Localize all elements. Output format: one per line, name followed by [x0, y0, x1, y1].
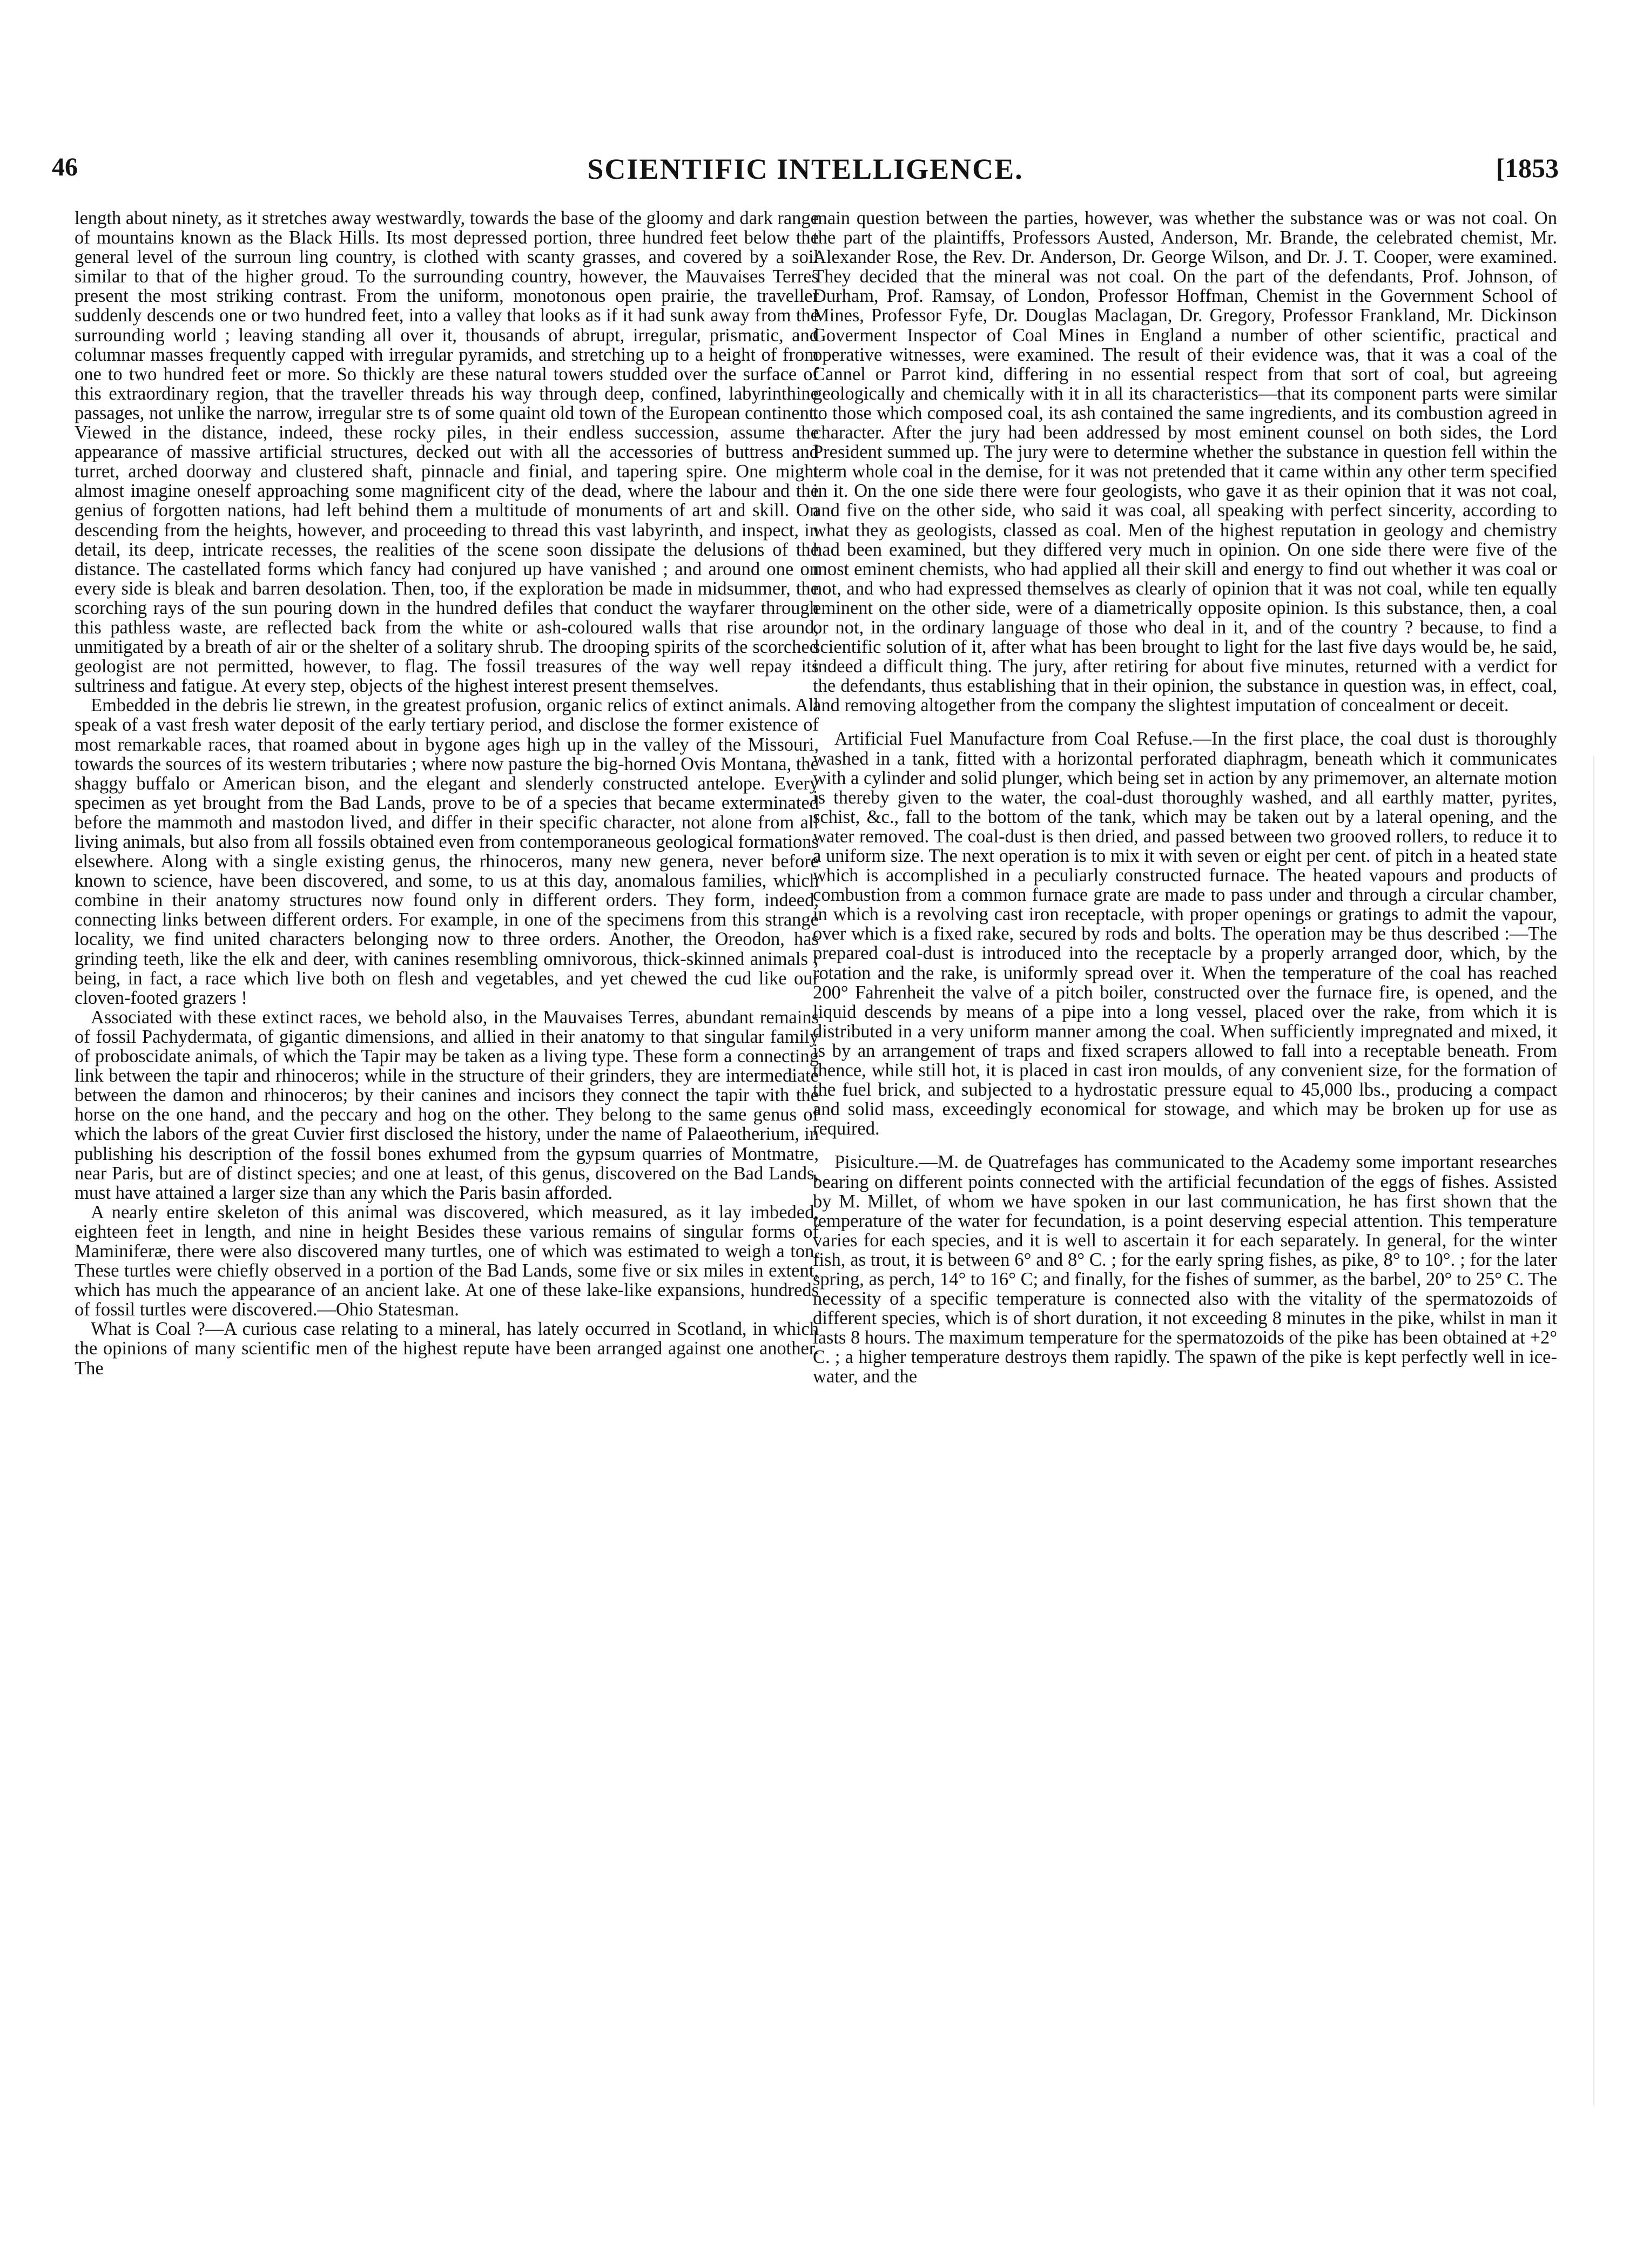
right-column — [813, 208, 1557, 2217]
paragraph-pisiculture: Pisiculture.—M. de Quatrefages has communicated to the Academy some important researches bearing on different points connected with the artificial fecundation of the eggs of fishes. Assisted by M. Millet, of whom we have spoken in our last communication, he has first shown that the temperature of the water for fecundation, is a point deserving especial attention. This temperature varies for each species, and it is well to ascertain it for each separately. In general, for the winter fish, as trout, it is between 6° and 8° C. ; for the early spring fishes, as pike, 8° to 10°. ; for the later spring, as perch, 14° to 16° C; and finally, for the fishes of summer, as the barbel, 20° to 25° C. The necessity of a specific temperature is connected also with the vitality of the spermatozoids of different species, which is of short duration, it not exceeding 8 minutes in the pike, whilst in man it lasts 8 hours. The maximum temperature for the spermatozoids of the pike has been obtained at +2° C. ; a higher temperature destroys them rapidly. The spawn of the pike is kept perfectly well in ice-water, and the — [813, 1152, 1557, 1387]
left-column — [75, 208, 819, 2217]
paragraph-organic-relics: Embedded in the debris lie strewn, in the greatest profusion, organic relics of extinct animals. All speak of a vast fresh water deposit of the early tertiary period, and disclose the former existence of most remarkable races, that roamed about in bygone ages high up in the valley of the Missouri, towards the sources of its western tributaries ; where now pasture the big-horned Ovis Montana, the shaggy buffalo or American bison, and the elegant and slenderly constructed antelope. Every specimen as yet brought from the Bad Lands, prove to be of a species that became exterminated before the mammoth and mastodon lived, and differ in their specific character, not alone from all living animals, but also from all fossils obtained even from contemporaneous geological formations elsewhere. Along with a single existing genus, the rhinoceros, many new genera, never before known to science, have been discovered, and some, to us at this day, anomalous families, which combine in their anatomy structures now found only in different orders. They form, indeed, connecting links between different orders. For example, in one of the specimens from this strange locality, we find united characters belonging now to three orders. Another, the Oreodon, has grinding teeth, like the elk and deer, with canines resembling omnivorous, thick-skinned animals ; being, in fact, a race which live both on flesh and vegetables, and yet chewed the cud like our cloven-footed grazers ! — [75, 695, 819, 1008]
paragraph-coal-trial: main question between the parties, however, was whether the substance was or was not coal. On the part of the plaintiffs, Professors Austed, Anderson, Mr. Brande, the celebrated chemist, Mr. Alexander Rose, the Rev. Dr. Anderson, Dr. George Wilson, and Dr. J. T. Cooper, were examined. They decided that the mineral was not coal. On the part of the defendants, Prof. Johnson, of Durham, Prof. Ramsay, of London, Professor Hoffman, Chemist in the Government School of Mines, Professor Fyfe, Dr. Douglas Maclagan, Dr. Gregory, Professor Frankland, Mr. Dickinson Goverment Inspector of Coal Mines in England a number of other scientific, practical and operative witnesses, were examined. The result of their evidence was, that it was a coal of the Cannel or Parrot kind, differing in no essential respect from that sort of coal, but agreeing geologically and chemically with it in all its characteristics—that its component parts were similar to those which composed coal, its ash contained the same ingredients, and its combustion agreed in character. After the jury had been addressed by most eminent counsel on both sides, the Lord President summed up. The jury were to determine whether the substance in question fell within the term whole coal in the demise, for it was not pretended that it came within any other term specified in it. On the one side there were four geologists, who gave it as their opinion that it was not coal, and five on the other side, who said it was coal, all speaking with perfect sincerity, according to what they as geologists, classed as coal. Men of the highest reputation in geology and chemistry had been examined, but they differed very much in opinion. On one side there were five of the most eminent chemists, who had applied all their skill and energy to find out whether it was coal or not, and who had expressed themselves as clearly of opinion that it was not coal, while ten equally eminent on the other side, were of a diametrically opposite opinion. Is this substance, then, a coal or not, in the ordinary language of those who deal in it, and of the country ? because, to find a scientific solution of it, after what has been brought to light for the last five days would be, he said, indeed a difficult thing. The jury, after retiring for about five minutes, returned with a verdict for the defendants, thus establishing that in their opinion, the substance in question was, in effect, coal, and removing altogether from the company the slightest imputation of concealment or deceit. — [813, 208, 1557, 716]
running-header — [52, 152, 1559, 190]
page-number: 46 — [52, 153, 78, 181]
paragraph-pachydermata: Associated with these extinct races, we behold also, in the Mauvaises Terres, abundant remains of fossil Pachydermata, of gigantic dimensions, and allied in their anatomy to that singular family of proboscidate animals, of which the Tapir may be taken as a living type. These form a connecting link between the tapir and rhinoceros; while in the structure of their grinders, they are intermediate between the damon and rhinoceros; by their canines and incisors they connect the tapir with the horse on the one hand, and the peccary and hog on the other. They belong to the same genus of which the labors of the great Cuvier first disclosed the history, under the name of Palaeotherium, in publishing his description of the fossil bones exhumed from the gypsum quarries of Montmatre, near Paris, but are of distinct species; and one at least, of this genus, discovered on the Bad Lands, must have attained a larger size than any which the Paris basin afforded. — [75, 1007, 819, 1203]
paragraph-skeleton-turtles: A nearly entire skeleton of this animal was discovered, which measured, as it lay imbeded, eighteen feet in length, and nine in height Besides these various remains of singular forms of Maminiferæ, there were also discovered many turtles, one of which was estimated to weigh a ton. These turtles were chiefly observed in a portion of the Bad Lands, some five or six miles in extent, which has much the appearance of an ancient lake. At one of these lake-like expansions, hundreds of fossil turtles were discovered.—Ohio Statesman. — [75, 1202, 819, 1320]
page-edge-shadow — [1593, 756, 1594, 2106]
paragraph-bad-lands-description: length about ninety, as it stretches away westwardly, towards the base of the gloomy and dark range of mountains known as the Black Hills. Its most depressed portion, three hundred feet below the general level of the surroun ling country, is clothed with scanty grasses, and covered by a soil similar to that of the higher groud. To the surrounding country, however, the Mauvaises Terres present the most striking contrast. From the uniform, monotonous open prairie, the traveller suddenly descends one or two hundred feet, into a valley that looks as if it had sunk away from the surrounding world ; leaving standing all over it, thousands of abrupt, irregular, prismatic, and columnar masses frequently capped with irregular pyramids, and stretching up to a height of from one to two hundred feet or more. So thickly are these natural towers studded over the surface of this extraordinary region, that the traveller threads his way through deep, confined, labyrinthine passages, not unlike the narrow, irregular stre ts of some quaint old town of the European continent. Viewed in the distance, indeed, these rocky piles, in their endless succession, assume the appearance of massive artificial structures, decked out with all the accessories of buttress and turret, arched doorway and clustered shaft, pinnacle and finial, and tapering spire. One might almost imagine oneself approaching some magnificent city of the dead, where the labour and the genius of forgotten nations, had left behind them a multitude of monuments of art and skill. On descending from the heights, however, and proceeding to thread this vast labyrinth, and inspect, in detail, its deep, intricate recesses, the realities of the scene soon dissipate the delusions of the distance. The castellated forms which fancy had conjured up have vanished ; and around one on every side is bleak and barren desolation. Then, too, if the exploration be made in midsummer, the scorching rays of the sun pouring down in the hundred defiles that conduct the wayfarer through this pathless waste, are reflected back from the white or ash-coloured walls that rise around, unmitigated by a breath of air or the shelter of a solitary shrub. The drooping spirits of the scorched geologist are not permitted, however, to flag. The fossil treasures of the way well repay its sultriness and fatigue. At every step, objects of the highest interest present themselves. — [75, 208, 819, 697]
paragraph-artificial-fuel: Artificial Fuel Manufacture from Coal Refuse.—In the first place, the coal dust is thoroughly washed in a tank, fitted with a horizontal perforated diaphragm, beneath which it communicates with a cylinder and solid plunger, which being set in action by any primemover, an alternate motion is thereby given to the water, the coal-dust thoroughly washed, and all earthly matter, pyrites, schist, &c., fall to the bottom of the tank, which may be taken out by a lateral opening, and the water removed. The coal-dust is then dried, and passed between two grooved rollers, to reduce it to a uniform size. The next operation is to mix it with seven or eight per cent. of pitch in a heated state which is accomplished in a peculiarly constructed furnace. The heated vapours and products of combustion from a common furnace grate are made to pass under and through a circular chamber, in which is a revolving cast iron receptacle, with proper openings or gratings to admit the vapour, over which is a fixed rake, secured by rods and bolts. The operation may be thus described :—The prepared coal-dust is introduced into the receptacle by a properly arranged door, which, by the rotation and the rake, is uniformly spread over it. When the temperature of the coal has reached 200° Fahrenheit the valve of a pitch boiler, constructed over the furnace fire, is opened, and the liquid descends by means of a pipe into a long vessel, placed over the rake, from which it is distributed in a very uniform manner among the coal. When sufficiently impregnated and mixed, it is by an arrangement of traps and fixed scrapers allowed to fall into a receptable beneath. From thence, while still hot, it is placed in cast iron moulds, of any convenient size, for the formation of the fuel brick, and subjected to a hydrostatic pressure equal to 45,000 lbs., producing a compact and solid mass, exceedingly economical for stowage, and which may be broken up for use as required. — [813, 728, 1557, 1139]
page-title: SCIENTIFIC INTELLIGENCE. — [587, 153, 1023, 185]
paragraph-what-is-coal: What is Coal ?—A curious case relating to a mineral, has lately occurred in Scotland, in which the opinions of many scientific men of the highest repute have been arranged against one another. The — [75, 1319, 819, 1379]
volume-year: [1853 — [1496, 153, 1559, 183]
